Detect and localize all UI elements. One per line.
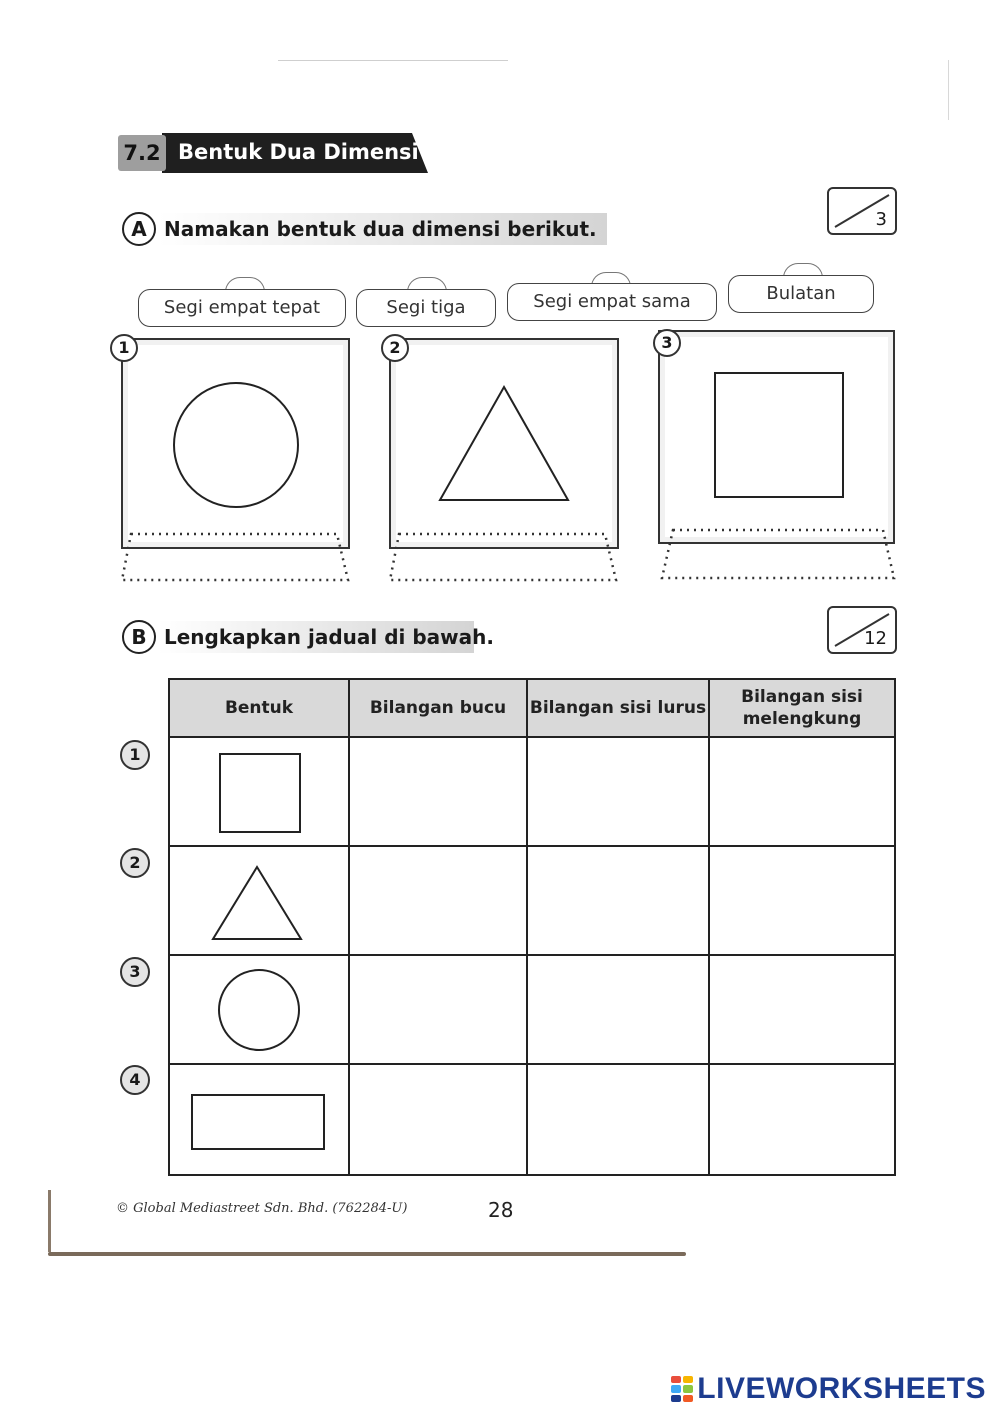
question-frame-3 bbox=[658, 330, 895, 544]
answer-slot-3[interactable] bbox=[659, 527, 897, 581]
square-icon bbox=[715, 373, 843, 497]
answer-cell-2-straight[interactable] bbox=[528, 847, 710, 956]
column-header-shape: Bentuk bbox=[170, 680, 350, 738]
part-a-score-total: 3 bbox=[875, 209, 887, 230]
question-frame-1 bbox=[121, 338, 350, 549]
question-number-1: 1 bbox=[110, 334, 138, 362]
bottom-left-edge bbox=[48, 1190, 51, 1252]
answer-cell-1-vertices[interactable] bbox=[350, 738, 528, 847]
column-header-vertices: Bilangan bucu bbox=[350, 680, 528, 738]
answer-cell-4-curved[interactable] bbox=[710, 1065, 894, 1174]
answer-cell-4-straight[interactable] bbox=[528, 1065, 710, 1174]
answer-cell-3-vertices[interactable] bbox=[350, 956, 528, 1065]
part-b-instruction: Lengkapkan jadual di bawah. bbox=[158, 621, 474, 653]
word-tag-2[interactable]: Segi tiga bbox=[356, 289, 496, 327]
word-tag-4[interactable]: Bulatan bbox=[728, 275, 874, 313]
answer-cell-3-straight[interactable] bbox=[528, 956, 710, 1065]
rectangle-icon bbox=[192, 1095, 324, 1149]
part-a-score-box bbox=[827, 187, 897, 235]
table-cell-shape-2 bbox=[170, 847, 350, 956]
part-a-badge: A bbox=[122, 212, 156, 246]
question-frame-2 bbox=[389, 338, 619, 549]
word-tag-1[interactable]: Segi empat tepat bbox=[138, 289, 346, 327]
table-cell-shape-3 bbox=[170, 956, 350, 1065]
answer-cell-1-curved[interactable] bbox=[710, 738, 894, 847]
row-number-3: 3 bbox=[120, 957, 150, 987]
right-edge-line bbox=[948, 60, 949, 120]
answer-cell-1-straight[interactable] bbox=[528, 738, 710, 847]
answer-cell-3-curved[interactable] bbox=[710, 956, 894, 1065]
part-b-score-total: 12 bbox=[864, 628, 887, 649]
answer-cell-4-vertices[interactable] bbox=[350, 1065, 528, 1174]
triangle-icon bbox=[213, 867, 301, 939]
top-edge-line bbox=[278, 60, 508, 61]
part-b-badge: B bbox=[122, 620, 156, 654]
table-cell-shape-4 bbox=[170, 1065, 350, 1174]
shape-properties-table bbox=[168, 678, 896, 1176]
row-number-1: 1 bbox=[120, 740, 150, 770]
liveworksheets-brand[interactable] bbox=[671, 1372, 986, 1406]
square-icon bbox=[220, 754, 300, 832]
answer-cell-2-vertices[interactable] bbox=[350, 847, 528, 956]
circle-icon bbox=[174, 383, 298, 507]
answer-slot-2[interactable] bbox=[387, 531, 619, 583]
part-b-score-box bbox=[827, 606, 897, 654]
part-a-instruction: Namakan bentuk dua dimensi berikut. bbox=[158, 213, 607, 245]
row-number-2: 2 bbox=[120, 848, 150, 878]
section-banner bbox=[118, 131, 428, 175]
row-number-4: 4 bbox=[120, 1065, 150, 1095]
brand-name: LIVEWORKSHEETS bbox=[697, 1372, 986, 1405]
copyright-text: © Global Mediastreet Sdn. Bhd. (762284-U) bbox=[116, 1201, 408, 1216]
circle-icon bbox=[219, 970, 299, 1050]
section-title: Bentuk Dua Dimensi bbox=[178, 140, 419, 164]
word-tag-3[interactable]: Segi empat sama bbox=[507, 283, 717, 321]
answer-cell-2-curved[interactable] bbox=[710, 847, 894, 956]
bottom-edge-line bbox=[48, 1252, 686, 1256]
answer-slot-1[interactable] bbox=[119, 531, 351, 583]
column-header-straight-edges: Bilangan sisi lurus bbox=[528, 680, 710, 738]
table-cell-shape-1 bbox=[170, 738, 350, 847]
liveworksheets-logo-icon bbox=[671, 1376, 693, 1402]
page-number: 28 bbox=[488, 1198, 514, 1222]
section-number: 7.2 bbox=[118, 135, 166, 171]
question-number-3: 3 bbox=[653, 329, 681, 357]
column-header-curved-edges: Bilangan sisi melengkung bbox=[710, 680, 894, 738]
triangle-icon bbox=[440, 387, 568, 500]
question-number-2: 2 bbox=[381, 334, 409, 362]
